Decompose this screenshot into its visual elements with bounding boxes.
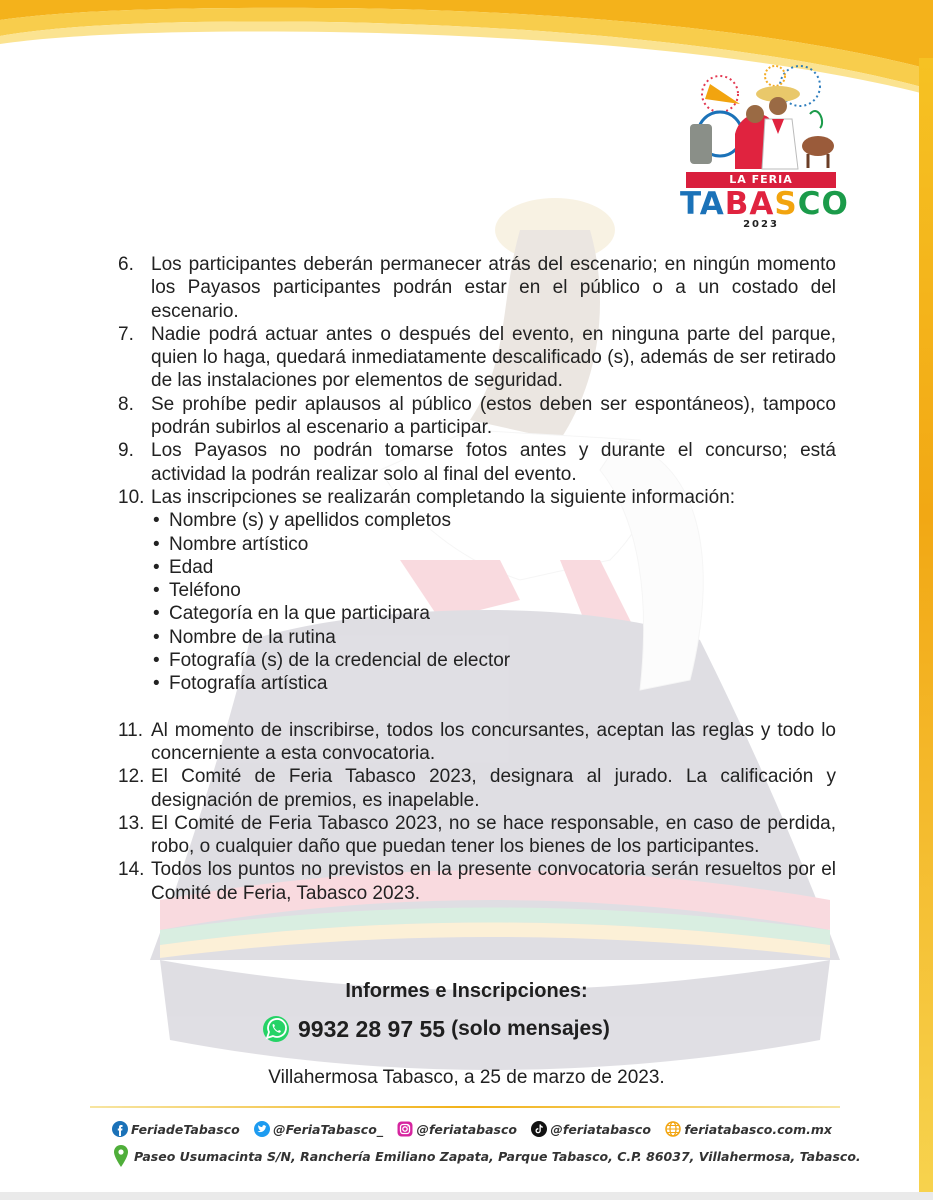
rule-text: El Comité de Feria Tabasco 2023, no se hace responsable, en caso de perdida, robo, o cualquier daño que puedan tener los bienes de los participantes. xyxy=(151,812,836,858)
list-item xyxy=(118,509,836,532)
website-url: feriatabasco.com.mx xyxy=(684,1121,832,1137)
instagram-handle: @feriatabasco xyxy=(416,1121,517,1137)
logo-title-part: TA xyxy=(680,186,725,222)
list-item-text: Nombre artístico xyxy=(169,533,309,555)
bullet-icon: • xyxy=(153,603,160,625)
rule-number: 10. xyxy=(118,486,145,508)
rule-number: 13. xyxy=(118,812,145,834)
list-item xyxy=(118,626,836,649)
rules-content xyxy=(118,253,836,905)
address-line xyxy=(114,1145,861,1167)
rule-text: Al momento de inscribirse, todos los concursantes, aceptan las reglas y todo lo concerniente a esta convocatoria. xyxy=(151,719,836,764)
rule-item xyxy=(118,323,836,393)
location-pin-icon xyxy=(114,1145,128,1167)
rule-number: 6. xyxy=(118,254,134,275)
rule-text: El Comité de Feria Tabasco 2023, designara al jurado. La calificación y designación de premios, es inapelable. xyxy=(151,766,836,811)
facebook-handle: FeriadeTabasco xyxy=(131,1121,240,1137)
info-title: Informes e Inscripciones: xyxy=(345,980,588,1002)
logo-title-part: CO xyxy=(797,186,849,222)
rule-number: 12. xyxy=(118,766,145,788)
rule-item xyxy=(118,858,836,905)
list-item-text: Nombre de la rutina xyxy=(169,626,336,648)
rule-number: 8. xyxy=(118,393,134,415)
date-line: Villahermosa Tabasco, a 25 de marzo de 2023. xyxy=(268,1067,665,1088)
list-item xyxy=(118,533,836,556)
list-item-text: Nombre (s) y apellidos completos xyxy=(169,510,451,532)
whatsapp-icon xyxy=(262,1015,290,1043)
bullet-icon: • xyxy=(153,626,160,648)
rule-text: Todos los puntos no previstos en la presente convocatoria serán resueltos por el Comité de Feria, Tabasco 2023. xyxy=(151,859,836,904)
list-item-text: Categoría en la que participara xyxy=(169,603,430,625)
rule-text: Los participantes deberán permanecer atrás del escenario; en ningún momento los Payasos participantes podrán estar en el público o a un costado del escenario. xyxy=(151,254,836,322)
bullet-icon: • xyxy=(153,580,160,602)
tiktok-handle: @feriatabasco xyxy=(550,1121,651,1137)
list-item-text: Edad xyxy=(169,556,214,578)
twitter-handle: @FeriaTabasco_ xyxy=(273,1121,384,1137)
website-link[interactable] xyxy=(665,1118,832,1140)
rule-number: 14. xyxy=(118,859,145,881)
twitter-link[interactable] xyxy=(254,1118,383,1140)
rule-text: Nadie podrá actuar antes o después del evento, en ninguna parte del parque, quien lo haga, quedará inmediatamente descalificado (s), además de ser retirado de las instalaciones por elementos de seguridad. xyxy=(151,323,836,392)
footer-divider xyxy=(90,1106,840,1108)
list-item xyxy=(118,579,836,602)
bullet-icon: • xyxy=(153,650,160,672)
facebook-icon xyxy=(112,1121,128,1137)
logo-title xyxy=(680,186,849,222)
rule-text: Las inscripciones se realizarán completando la siguiente información: xyxy=(151,486,736,508)
rule-item xyxy=(118,812,836,859)
bullet-icon: • xyxy=(153,556,160,578)
list-item xyxy=(118,649,836,672)
logo-title-part: S xyxy=(774,186,798,222)
facebook-link[interactable] xyxy=(112,1118,240,1140)
rule-item xyxy=(118,393,836,440)
list-item xyxy=(118,602,836,625)
list-item xyxy=(118,672,836,695)
social-links xyxy=(112,1118,832,1140)
rule-text: Se prohíbe pedir aplausos al público (estos deben ser espontáneos), tampoco podrán subirlos al escenario a participar. xyxy=(151,393,836,439)
list-item-text: Fotografía (s) de la credencial de elector xyxy=(169,650,511,672)
rule-item xyxy=(118,765,836,812)
bullet-icon: • xyxy=(153,510,160,532)
list-item-text: Fotografía artística xyxy=(169,673,328,695)
address-text: Paseo Usumacinta S/N, Ranchería Emiliano Zapata, Parque Tabasco, C.P. 86037, Villahermosa, Tabasco. xyxy=(134,1148,861,1164)
spacer xyxy=(118,696,836,719)
rule-item xyxy=(118,439,836,486)
logo-illustration xyxy=(680,64,842,174)
bullet-icon: • xyxy=(153,533,160,555)
rule-item xyxy=(118,486,836,509)
logo-year: 2023 xyxy=(743,219,779,230)
tiktok-link[interactable] xyxy=(531,1118,651,1140)
rule-text: Los Payasos no podrán tomarse fotos antes y durante el concurso; está actividad la podrán realizar solo al final del evento. xyxy=(151,440,836,485)
rule-number: 9. xyxy=(118,440,134,462)
instagram-link[interactable] xyxy=(397,1118,517,1140)
logo-title-part: BA xyxy=(724,186,775,222)
rule-number: 11. xyxy=(118,719,144,741)
globe-icon xyxy=(665,1121,681,1137)
registration-info-list xyxy=(118,509,836,695)
tiktok-icon xyxy=(531,1121,547,1137)
rule-item xyxy=(118,719,836,766)
page-bottom-border xyxy=(0,1192,933,1200)
bullet-icon: • xyxy=(153,673,160,695)
feria-tabasco-logo xyxy=(680,64,849,232)
instagram-icon xyxy=(397,1121,413,1137)
contact-phone[interactable] xyxy=(262,1013,610,1045)
list-item-text: Teléfono xyxy=(169,580,241,602)
rule-number: 7. xyxy=(118,323,134,345)
twitter-icon xyxy=(254,1121,270,1137)
rule-item xyxy=(118,253,836,323)
phone-number: 9932 28 97 55 xyxy=(298,1015,446,1042)
logo-banner: LA FERIA xyxy=(686,172,836,188)
list-item xyxy=(118,556,836,579)
phone-note: (solo mensajes) xyxy=(451,1017,610,1040)
